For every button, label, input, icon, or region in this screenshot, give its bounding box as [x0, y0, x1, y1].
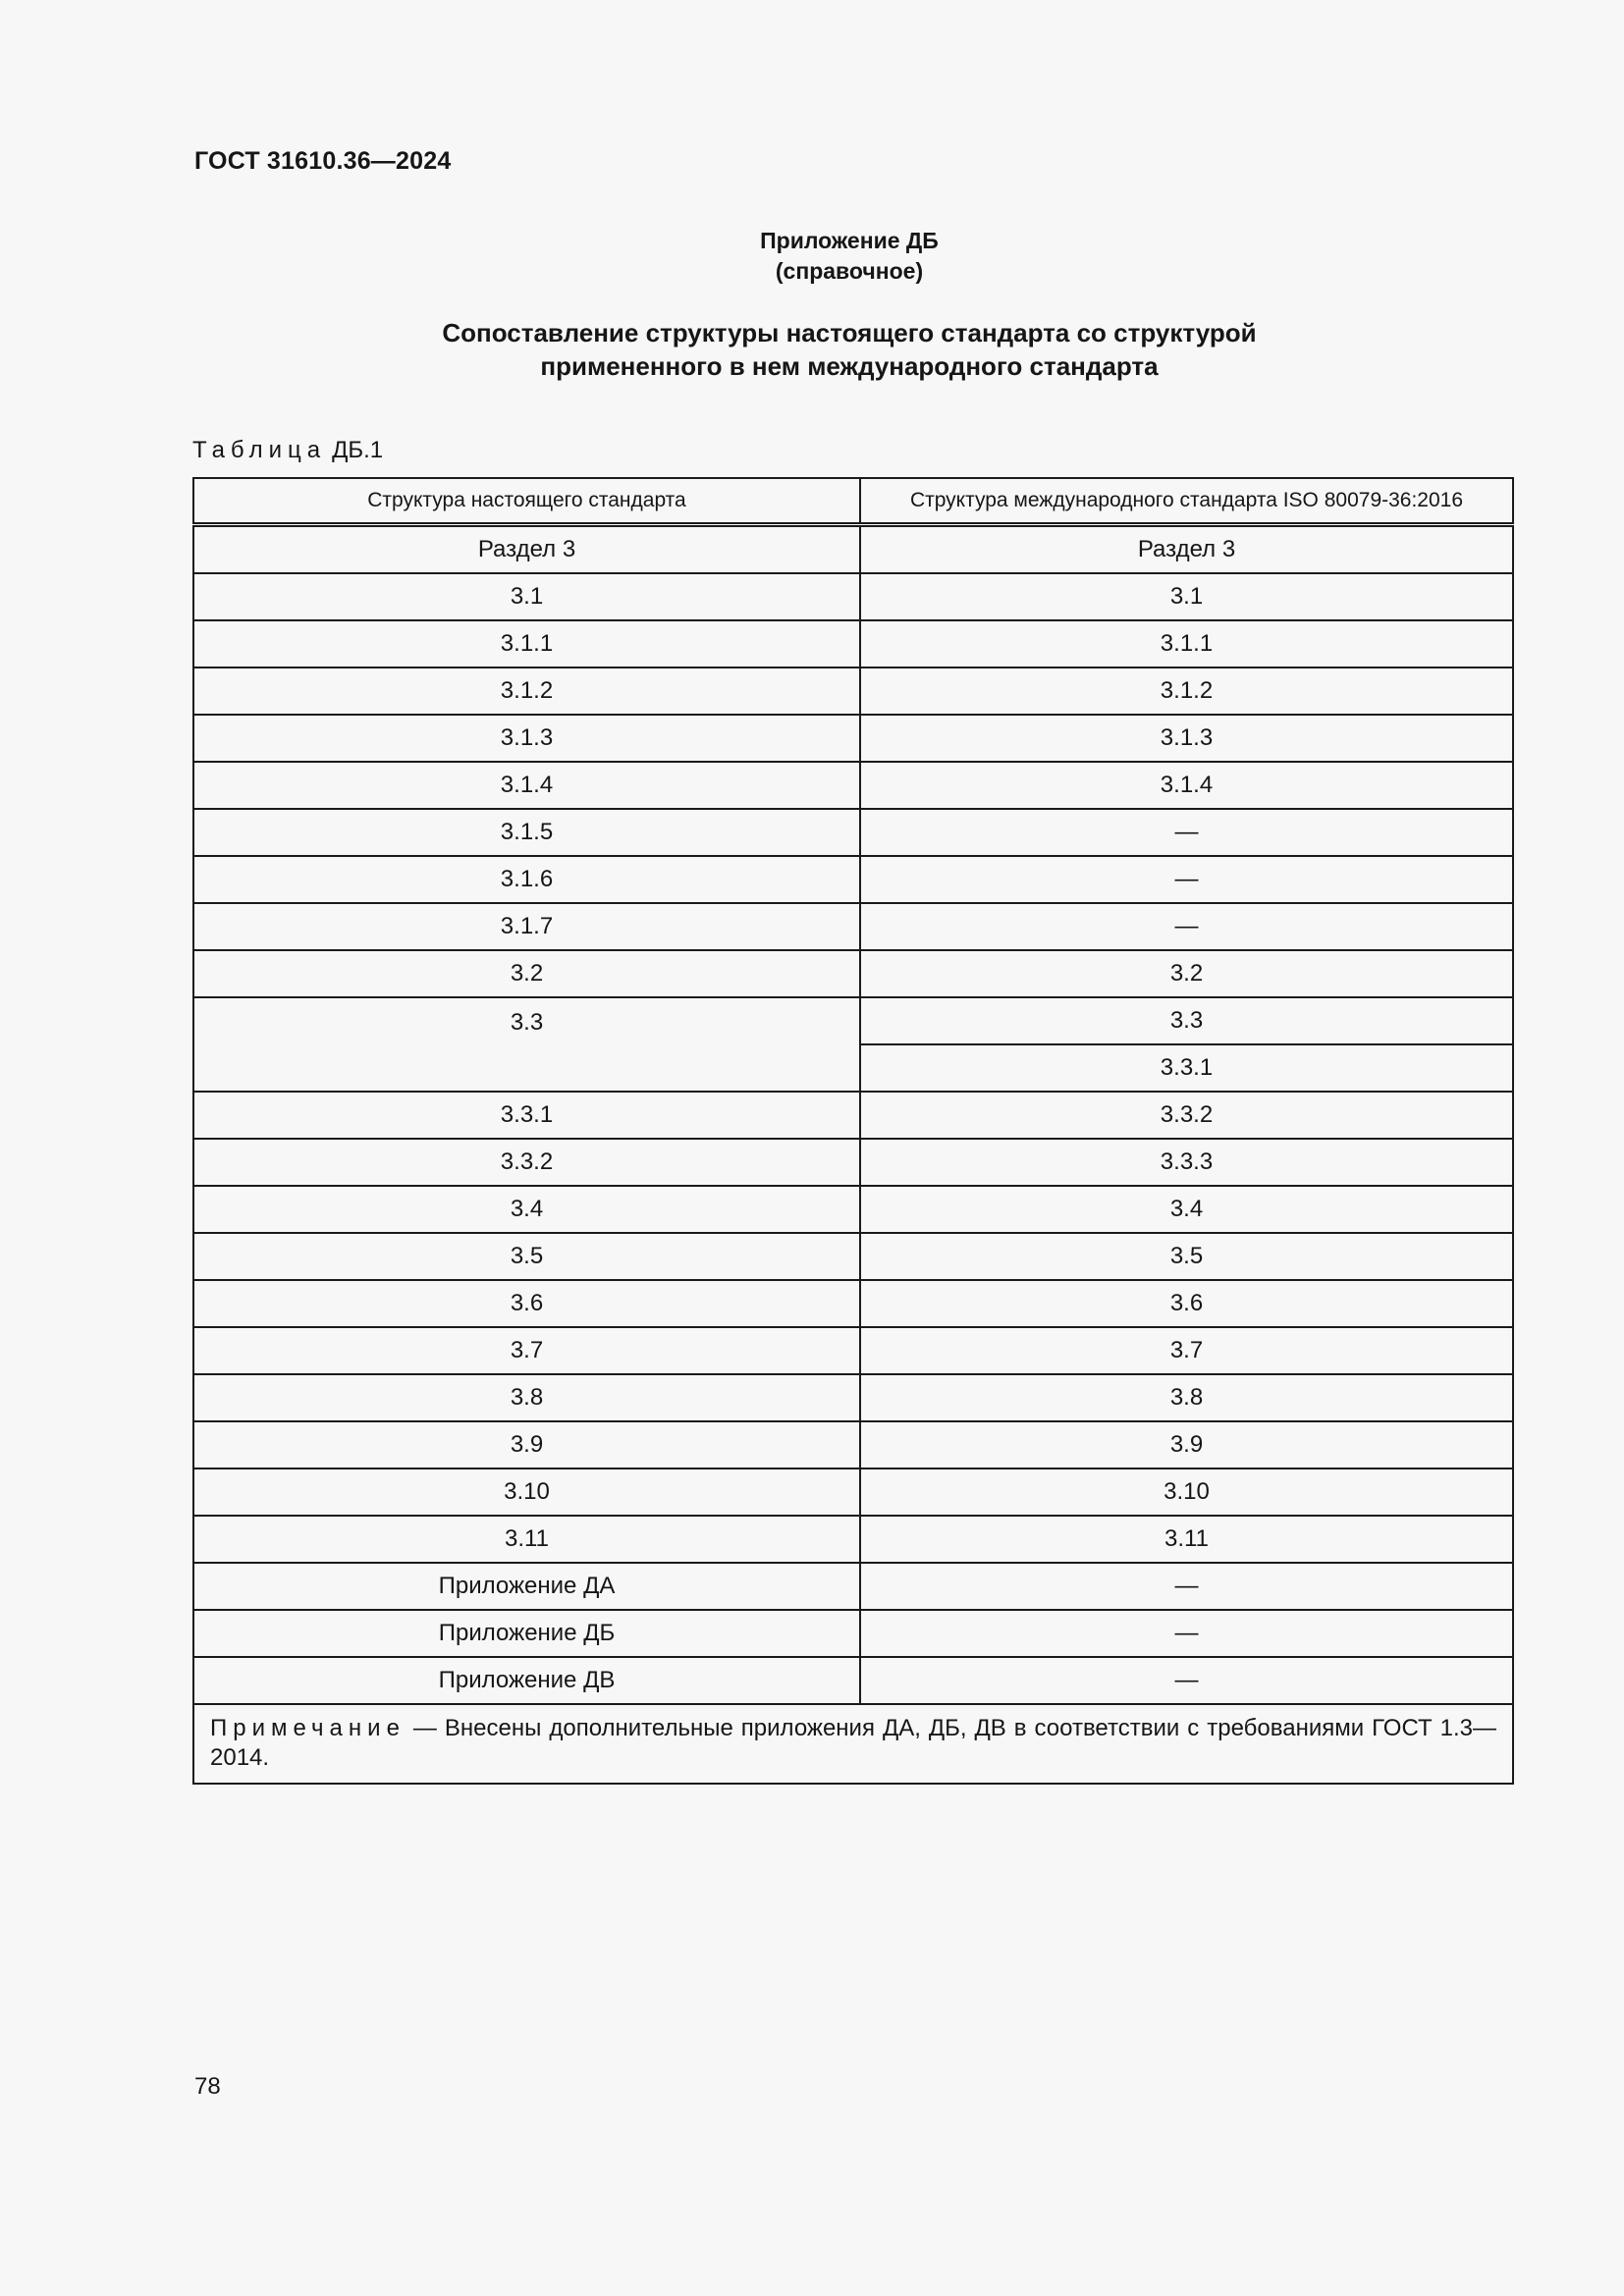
cell-national: 3.10 [193, 1468, 860, 1516]
cell-international: 3.6 [860, 1280, 1513, 1327]
table-row [193, 667, 1513, 715]
table-row [193, 1563, 1513, 1610]
cell-international: 3.1.2 [860, 667, 1513, 715]
annex-title [0, 316, 1624, 383]
cell-international: 3.11 [860, 1516, 1513, 1563]
cell-national: 3.2 [193, 950, 860, 997]
cell-international: — [860, 856, 1513, 903]
cell-national: 3.3 [193, 997, 860, 1092]
cell-national: 3.4 [193, 1186, 860, 1233]
note-label: Примечание [210, 1715, 406, 1741]
annex-heading [0, 226, 1624, 287]
cell-national: 3.3.1 [193, 1092, 860, 1139]
cell-international: 3.3.2 [860, 1092, 1513, 1139]
cell-national: Раздел 3 [193, 525, 860, 574]
cell-international: 3.1.4 [860, 762, 1513, 809]
note-text: — Внесены дополнительные приложения ДА, ДБ, ДВ в соответствии с требованиями ГОСТ 1.3—2014. [210, 1715, 1496, 1771]
annex-title-line-1: Сопоставление структуры настоящего стандарта со структурой [442, 318, 1257, 347]
cell-national: Приложение ДБ [193, 1610, 860, 1657]
annex-label: Приложение ДБ [760, 228, 939, 253]
table-row [193, 573, 1513, 620]
header-national-structure: Структура настоящего стандарта [193, 478, 860, 525]
cell-national: 3.9 [193, 1421, 860, 1468]
table-row [193, 856, 1513, 903]
cell-national: 3.1.7 [193, 903, 860, 950]
table-row [193, 1657, 1513, 1704]
table-row [193, 1468, 1513, 1516]
cell-national: Приложение ДВ [193, 1657, 860, 1704]
document-code: ГОСТ 31610.36—2024 [194, 147, 452, 175]
cell-international: 3.5 [860, 1233, 1513, 1280]
cell-national: 3.1.5 [193, 809, 860, 856]
table-row [193, 1280, 1513, 1327]
cell-international: — [860, 809, 1513, 856]
table-row [193, 1139, 1513, 1186]
table-row [193, 997, 1513, 1044]
cell-national: 3.6 [193, 1280, 860, 1327]
cell-national: Приложение ДА [193, 1563, 860, 1610]
table-row [193, 1374, 1513, 1421]
cell-international: — [860, 1657, 1513, 1704]
table-row [193, 1421, 1513, 1468]
cell-international: 3.9 [860, 1421, 1513, 1468]
cell-national: 3.11 [193, 1516, 860, 1563]
annex-title-line-2: примененного в нем международного стандарта [540, 351, 1159, 381]
cell-international: 3.1.3 [860, 715, 1513, 762]
cell-national: 3.1.3 [193, 715, 860, 762]
cell-international: 3.8 [860, 1374, 1513, 1421]
table-caption [192, 437, 383, 464]
table-row [193, 903, 1513, 950]
table-note [193, 1704, 1513, 1784]
annex-type: (справочное) [775, 258, 924, 284]
table-row [193, 525, 1513, 574]
cell-international: 3.7 [860, 1327, 1513, 1374]
cell-national: 3.5 [193, 1233, 860, 1280]
cell-international: — [860, 1610, 1513, 1657]
cell-international: 3.3.1 [860, 1044, 1513, 1092]
table-row [193, 1233, 1513, 1280]
table-caption-word: Таблица [192, 437, 327, 463]
structure-comparison-table [192, 477, 1514, 1785]
cell-international: 3.1 [860, 573, 1513, 620]
table-row [193, 715, 1513, 762]
cell-international: Раздел 3 [860, 525, 1513, 574]
table-row [193, 620, 1513, 667]
cell-national: 3.7 [193, 1327, 860, 1374]
page-number: 78 [194, 2073, 221, 2100]
cell-national: 3.3.2 [193, 1139, 860, 1186]
table-header-row [193, 478, 1513, 525]
table-row [193, 1092, 1513, 1139]
table-row [193, 1327, 1513, 1374]
cell-national: 3.8 [193, 1374, 860, 1421]
cell-national: 3.1.1 [193, 620, 860, 667]
table-row [193, 809, 1513, 856]
cell-national: 3.1.2 [193, 667, 860, 715]
table-row [193, 1610, 1513, 1657]
cell-international: 3.3.3 [860, 1139, 1513, 1186]
table-row [193, 950, 1513, 997]
cell-international: 3.3 [860, 997, 1513, 1044]
cell-international: 3.2 [860, 950, 1513, 997]
cell-international: 3.10 [860, 1468, 1513, 1516]
cell-international: — [860, 1563, 1513, 1610]
header-international-structure: Структура международного стандарта ISO 80079-36:2016 [860, 478, 1513, 525]
table-caption-number: ДБ.1 [332, 437, 384, 463]
table-note-row [193, 1704, 1513, 1784]
cell-national: 3.1.4 [193, 762, 860, 809]
cell-international: 3.1.1 [860, 620, 1513, 667]
cell-international: 3.4 [860, 1186, 1513, 1233]
table-row [193, 762, 1513, 809]
cell-international: — [860, 903, 1513, 950]
table-row [193, 1516, 1513, 1563]
cell-national: 3.1 [193, 573, 860, 620]
cell-national: 3.1.6 [193, 856, 860, 903]
table-row [193, 1186, 1513, 1233]
